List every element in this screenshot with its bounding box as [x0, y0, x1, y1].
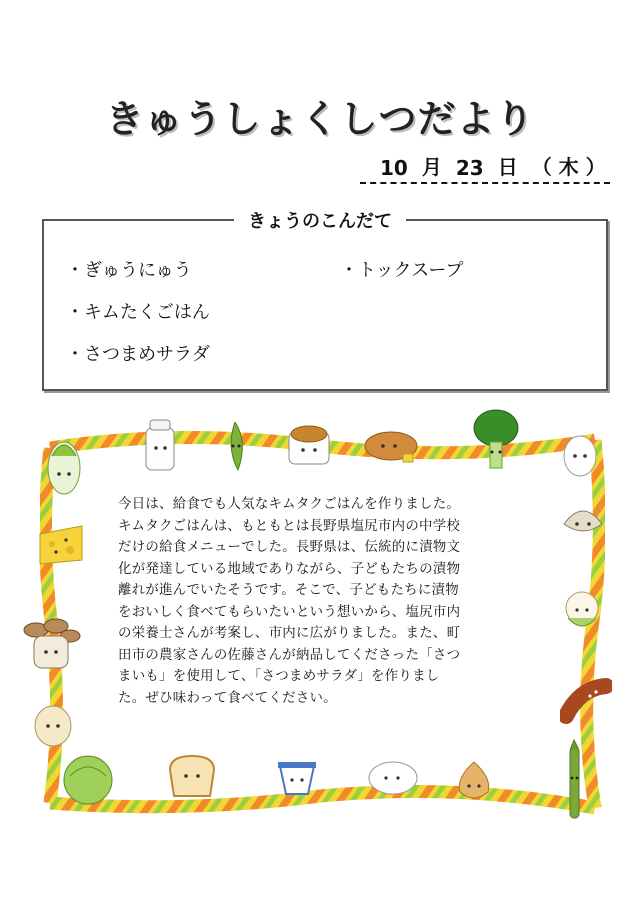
natto-icon [283, 420, 335, 472]
message-line: だけの給食メニューでした。長野県は、伝統的に漬物文 [118, 540, 461, 555]
asparagus-icon [556, 738, 592, 822]
menu-heading [0, 207, 640, 233]
message-line: まいも」を使用して、「さつまめサラダ」を作りまし [118, 669, 440, 684]
milk-bottle-icon [138, 418, 184, 474]
potato-icon [30, 702, 76, 752]
message-line: た。ぜひ味わって食べてください。 [118, 690, 337, 706]
message-line: の栄養士さんが考案し、市内に広がりました。また、町 [118, 626, 461, 641]
bread-roll-icon [363, 428, 423, 468]
date-day: 23 [455, 156, 484, 180]
cauliflower-icon [560, 588, 604, 636]
message-line: キムタクごはんは、もともとは長野県塩尻市内の中学校 [118, 518, 461, 534]
menu-item-tteok-soup: ・トックスープ [340, 260, 464, 281]
sausage-icon [560, 678, 612, 728]
date-day-unit: 日 [497, 155, 518, 179]
shimeji-mushroom-icon [20, 616, 82, 676]
date-line [360, 154, 610, 184]
chinese-cabbage-icon [44, 434, 84, 496]
komatsuna-icon [470, 408, 522, 472]
egg-icon [560, 430, 600, 478]
message-line: 田市の農家さんの佐藤さんが納品してくださった「さつ [118, 647, 461, 663]
okra-icon [218, 418, 252, 474]
menu-item-milk: ・ぎゅうにゅう [66, 260, 192, 281]
cabbage-icon [60, 752, 116, 806]
date-weekday: （ 木 ） [531, 155, 606, 179]
message-text [118, 494, 528, 709]
page-title: きゅうしょくしつだより [105, 97, 535, 141]
menu-heading-label: きょうのこんだて [234, 211, 406, 232]
onion-icon [452, 758, 496, 806]
menu-item-satsumame-salad: ・さつまめサラダ [66, 344, 210, 365]
message-line: 今日は、給食でも人気なキムタクごはんを作りました。 [118, 497, 461, 512]
message-line: 離れが進んでいたそうです。そこで、子どもたちに漬物 [118, 583, 459, 598]
cheese-icon [36, 520, 86, 570]
bread-slice-icon [164, 752, 220, 800]
message-line: をおいしく食べてもらいたいという想いから、塩尻市内 [118, 604, 461, 620]
menu-item-kimutaku-rice: ・キムたくごはん [66, 302, 210, 323]
date-month: 10 [380, 156, 408, 180]
yogurt-cup-icon [272, 754, 322, 802]
date-month-unit: 月 [421, 155, 442, 179]
rice-bowl-icon [366, 760, 420, 800]
clam-icon [560, 498, 606, 542]
message-line: 化が発達している地域でありながら、子どもたちの漬物 [118, 561, 461, 577]
